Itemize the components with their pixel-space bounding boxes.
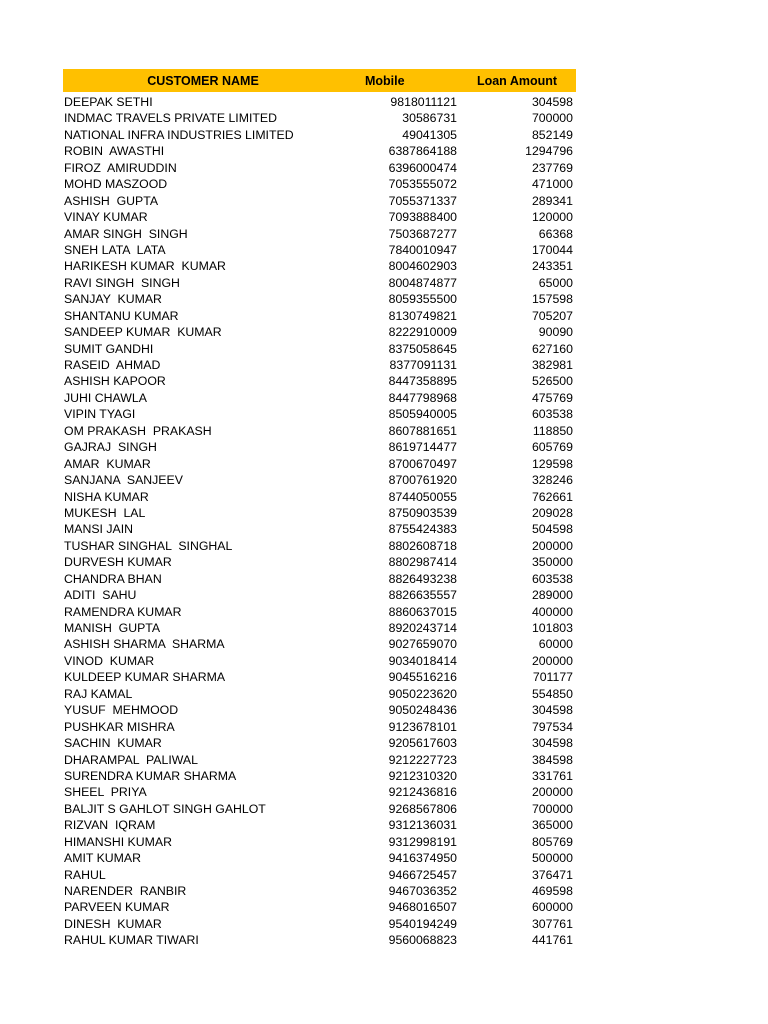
table-row xyxy=(63,176,576,192)
table-row xyxy=(63,373,576,389)
loan-amount-cell: 500000 xyxy=(531,851,573,866)
table-row xyxy=(63,291,576,307)
loan-amount-cell: 170044 xyxy=(531,242,573,257)
table-row xyxy=(63,423,576,439)
table-row xyxy=(63,817,576,833)
mobile-cell: 9205617603 xyxy=(388,736,457,751)
customer-name-cell: ADITI SAHU xyxy=(64,588,137,603)
loan-amount-cell: 129598 xyxy=(531,456,573,471)
table-body xyxy=(63,94,576,949)
customer-name-cell: RAVI SINGH SINGH xyxy=(64,275,180,290)
table-row xyxy=(63,324,576,340)
table-row xyxy=(63,538,576,554)
mobile-cell: 9027659070 xyxy=(388,637,457,652)
customer-name-cell: NISHA KUMAR xyxy=(64,489,149,504)
table-row xyxy=(63,899,576,915)
table-row xyxy=(63,390,576,406)
customer-loan-table xyxy=(63,69,576,949)
table-row xyxy=(63,636,576,652)
loan-amount-cell: 304598 xyxy=(531,95,573,109)
mobile-cell: 7055371337 xyxy=(388,193,457,208)
loan-amount-cell: 705207 xyxy=(531,308,573,323)
table-row xyxy=(63,110,576,126)
loan-amount-cell: 700000 xyxy=(531,111,573,126)
loan-amount-cell: 200000 xyxy=(531,538,573,553)
mobile-cell: 9050223620 xyxy=(388,686,457,701)
customer-name-cell: KULDEEP KUMAR SHARMA xyxy=(64,670,226,685)
table-row xyxy=(63,735,576,751)
customer-name-cell: RIZVAN IQRAM xyxy=(64,818,156,833)
mobile-cell: 9416374950 xyxy=(388,851,457,866)
loan-amount-cell: 700000 xyxy=(531,801,573,816)
customer-name-cell: VINAY KUMAR xyxy=(64,210,148,225)
header-mobile: Mobile xyxy=(365,73,405,88)
table-row xyxy=(63,94,576,110)
mobile-cell: 8860637015 xyxy=(388,604,457,619)
loan-amount-cell: 603538 xyxy=(531,407,573,422)
loan-amount-cell: 118850 xyxy=(532,423,573,438)
table-row xyxy=(63,932,576,948)
mobile-cell: 8920243714 xyxy=(388,621,457,635)
customer-name-cell: MOHD MASZOOD xyxy=(64,177,168,192)
loan-amount-cell: 289000 xyxy=(531,588,573,603)
customer-name-cell: RAJ KAMAL xyxy=(64,686,133,701)
table-row xyxy=(63,143,576,159)
customer-name-cell: VINOD KUMAR xyxy=(64,653,155,668)
loan-amount-cell: 1294796 xyxy=(525,144,573,159)
mobile-cell: 9212436816 xyxy=(388,785,457,800)
loan-amount-cell: 762661 xyxy=(531,489,573,504)
mobile-cell: 7093888400 xyxy=(388,210,457,225)
table-row xyxy=(63,604,576,620)
customer-name-cell: ROBIN AWASTHI xyxy=(64,144,165,159)
mobile-cell: 8222910009 xyxy=(388,325,457,340)
mobile-cell: 8130749821 xyxy=(388,308,457,323)
mobile-cell: 9268567806 xyxy=(388,801,457,816)
loan-amount-cell: 554850 xyxy=(531,686,573,701)
table-row xyxy=(63,883,576,899)
customer-name-cell: RAMENDRA KUMAR xyxy=(64,604,182,619)
mobile-cell: 6396000474 xyxy=(388,160,457,175)
loan-amount-cell: 600000 xyxy=(531,900,573,915)
loan-amount-cell: 400000 xyxy=(531,604,573,619)
loan-amount-cell: 304598 xyxy=(531,703,573,718)
loan-amount-cell: 66368 xyxy=(538,226,573,241)
customer-name-cell: DHARAMPAL PALIWAL xyxy=(64,752,198,767)
mobile-cell: 8700761920 xyxy=(388,473,457,488)
customer-name-cell: SACHIN KUMAR xyxy=(64,736,162,751)
mobile-cell: 8004602903 xyxy=(388,259,457,274)
mobile-cell: 8802987414 xyxy=(388,555,457,570)
customer-name-cell: VIPIN TYAGI xyxy=(64,407,136,422)
header-customer-name: CUSTOMER NAME xyxy=(147,73,259,88)
header-loan-amount: Loan Amount xyxy=(476,73,558,88)
loan-amount-cell: 331761 xyxy=(531,768,573,783)
customer-name-cell: DINESH KUMAR xyxy=(64,916,162,931)
mobile-cell: 8802608718 xyxy=(388,538,457,553)
mobile-cell: 9312136031 xyxy=(388,818,457,833)
mobile-cell: 7503687277 xyxy=(388,226,457,241)
table-row xyxy=(63,357,576,373)
customer-name-cell: ASHISH SHARMA SHARMA xyxy=(64,637,225,652)
customer-name-cell: INDMAC TRAVELS PRIVATE LIMITED xyxy=(64,111,277,126)
table-row xyxy=(63,193,576,209)
table-row xyxy=(63,242,576,258)
loan-amount-cell: 797534 xyxy=(531,719,573,734)
mobile-cell: 9212310320 xyxy=(388,768,457,783)
mobile-cell: 9466725457 xyxy=(388,867,457,882)
table-row xyxy=(63,669,576,685)
mobile-cell: 9212227723 xyxy=(388,752,457,767)
customer-name-cell: RASEID AHMAD xyxy=(64,358,161,372)
customer-name-cell: PARVEEN KUMAR xyxy=(64,900,170,915)
customer-name-cell: ASHISH GUPTA xyxy=(64,193,159,208)
customer-name-cell: HARIKESH KUMAR KUMAR xyxy=(64,259,226,274)
mobile-cell: 8607881651 xyxy=(388,423,457,438)
loan-amount-cell: 60000 xyxy=(538,637,573,652)
loan-amount-cell: 475769 xyxy=(531,390,573,405)
loan-amount-cell: 307761 xyxy=(531,916,573,931)
mobile-cell: 8447358895 xyxy=(388,374,457,389)
loan-amount-cell: 243351 xyxy=(531,259,573,274)
loan-amount-cell: 701177 xyxy=(532,670,573,685)
mobile-cell: 9050248436 xyxy=(388,703,457,718)
loan-amount-cell: 90090 xyxy=(538,325,573,340)
customer-name-cell: SANJAY KUMAR xyxy=(64,292,162,307)
customer-name-cell: NARENDER RANBIR xyxy=(64,884,187,898)
mobile-cell: 8505940005 xyxy=(388,407,457,422)
loan-amount-cell: 289341 xyxy=(531,193,573,208)
table-row xyxy=(63,341,576,357)
table-row xyxy=(63,834,576,850)
table-row xyxy=(63,226,576,242)
customer-name-cell: NATIONAL INFRA INDUSTRIES LIMITED xyxy=(64,127,294,142)
loan-amount-cell: 304598 xyxy=(531,736,573,751)
loan-amount-cell: 157598 xyxy=(531,292,573,307)
customer-name-cell: MANSI JAIN xyxy=(64,522,134,537)
loan-amount-cell: 526500 xyxy=(531,374,573,389)
mobile-cell: 8755424383 xyxy=(388,522,457,537)
loan-amount-cell: 627160 xyxy=(531,341,573,356)
loan-amount-cell: 605769 xyxy=(531,440,573,455)
customer-name-cell: RAHUL xyxy=(64,867,106,882)
mobile-cell: 8826493238 xyxy=(388,571,457,586)
table-row xyxy=(63,916,576,932)
mobile-cell: 9045516216 xyxy=(388,670,457,685)
table-row xyxy=(63,275,576,291)
table-row xyxy=(63,505,576,521)
loan-amount-cell: 209028 xyxy=(531,505,573,520)
customer-name-cell: OM PRAKASH PRAKASH xyxy=(64,423,212,438)
loan-amount-cell: 200000 xyxy=(531,653,573,668)
table-row xyxy=(63,571,576,587)
customer-name-cell: AMIT KUMAR xyxy=(64,851,141,866)
table-row xyxy=(63,209,576,225)
table-row xyxy=(63,801,576,817)
table-row xyxy=(63,587,576,603)
customer-name-cell: MUKESH LAL xyxy=(64,505,146,520)
customer-name-cell: BALJIT S GAHLOT SINGH GAHLOT xyxy=(64,801,266,816)
table-row xyxy=(63,160,576,176)
table-row xyxy=(63,752,576,768)
loan-amount-cell: 328246 xyxy=(531,473,573,488)
loan-amount-cell: 65000 xyxy=(538,275,573,290)
table-row xyxy=(63,554,576,570)
mobile-cell: 9312998191 xyxy=(388,834,457,849)
loan-amount-cell: 200000 xyxy=(531,785,573,800)
table-row xyxy=(63,127,576,143)
loan-amount-cell: 120000 xyxy=(531,210,573,225)
loan-amount-cell: 603538 xyxy=(531,571,573,586)
customer-name-cell: GAJRAJ SINGH xyxy=(64,440,157,455)
customer-name-cell: DURVESH KUMAR xyxy=(64,555,172,570)
table-row xyxy=(63,258,576,274)
customer-name-cell: AMAR SINGH SINGH xyxy=(64,226,188,241)
table-row xyxy=(63,439,576,455)
customer-name-cell: SANJANA SANJEEV xyxy=(64,473,183,488)
mobile-cell: 8375058645 xyxy=(388,341,457,356)
mobile-cell: 8744050055 xyxy=(388,489,457,504)
mobile-cell: 49041305 xyxy=(402,127,457,142)
mobile-cell: 8700670497 xyxy=(388,456,457,471)
table-row xyxy=(63,686,576,702)
mobile-cell: 8059355500 xyxy=(388,292,457,307)
loan-amount-cell: 805769 xyxy=(531,834,573,849)
customer-name-cell: CHANDRA BHAN xyxy=(64,571,162,586)
loan-amount-cell: 350000 xyxy=(531,555,573,570)
mobile-cell: 8004874877 xyxy=(388,275,457,290)
customer-name-cell: YUSUF MEHMOOD xyxy=(64,703,179,718)
loan-amount-cell: 101803 xyxy=(531,621,573,635)
table-row xyxy=(63,620,576,636)
loan-amount-cell: 471000 xyxy=(531,177,573,192)
mobile-cell: 9818011121 xyxy=(390,95,457,109)
mobile-cell: 7053555072 xyxy=(388,177,457,192)
mobile-cell: 8619714477 xyxy=(388,440,457,455)
loan-amount-cell: 441761 xyxy=(531,933,573,948)
table-row xyxy=(63,489,576,505)
mobile-cell: 8447798968 xyxy=(388,390,457,405)
mobile-cell: 8826635557 xyxy=(388,588,457,603)
loan-amount-cell: 365000 xyxy=(531,818,573,833)
customer-name-cell: SHANTANU KUMAR xyxy=(64,308,179,323)
mobile-cell: 9540194249 xyxy=(388,916,457,931)
customer-name-cell: SNEH LATA LATA xyxy=(64,242,166,257)
loan-amount-cell: 382981 xyxy=(531,358,573,372)
loan-amount-cell: 376471 xyxy=(531,867,573,882)
loan-amount-cell: 852149 xyxy=(531,127,573,142)
loan-amount-cell: 469598 xyxy=(531,884,573,898)
customer-name-cell: SUMIT GANDHI xyxy=(64,341,154,356)
customer-name-cell: FIROZ AMIRUDDIN xyxy=(64,160,177,175)
table-row xyxy=(63,521,576,537)
customer-name-cell: HIMANSHI KUMAR xyxy=(64,834,172,849)
customer-name-cell: DEEPAK SETHI xyxy=(64,95,153,109)
mobile-cell: 8750903539 xyxy=(388,505,457,520)
mobile-cell: 7840010947 xyxy=(388,242,457,257)
table-row xyxy=(63,456,576,472)
mobile-cell: 9468016507 xyxy=(388,900,457,915)
table-header xyxy=(63,69,576,92)
table-row xyxy=(63,719,576,735)
customer-name-cell: SURENDRA KUMAR SHARMA xyxy=(64,768,237,783)
mobile-cell: 9560068823 xyxy=(388,933,457,948)
table-row xyxy=(63,472,576,488)
table-row xyxy=(63,406,576,422)
table-row xyxy=(63,308,576,324)
customer-name-cell: AMAR KUMAR xyxy=(64,456,151,471)
table-row xyxy=(63,867,576,883)
customer-name-cell: SHEEL PRIYA xyxy=(64,785,147,800)
mobile-cell: 9034018414 xyxy=(388,653,457,668)
mobile-cell: 30586731 xyxy=(402,111,457,126)
customer-name-cell: ASHISH KAPOOR xyxy=(64,374,166,389)
loan-amount-cell: 504598 xyxy=(531,522,573,537)
customer-name-cell: TUSHAR SINGHAL SINGHAL xyxy=(64,538,233,553)
customer-name-cell: JUHI CHAWLA xyxy=(64,390,147,405)
loan-amount-cell: 384598 xyxy=(531,752,573,767)
table-row xyxy=(63,702,576,718)
mobile-cell: 9123678101 xyxy=(388,719,457,734)
loan-amount-cell: 237769 xyxy=(531,160,573,175)
customer-name-cell: PUSHKAR MISHRA xyxy=(64,719,175,734)
table-row xyxy=(63,653,576,669)
customer-name-cell: SANDEEP KUMAR KUMAR xyxy=(64,325,222,340)
mobile-cell: 8377091131 xyxy=(389,358,457,372)
customer-name-cell: MANISH GUPTA xyxy=(64,621,161,635)
table-row xyxy=(63,850,576,866)
table-row xyxy=(63,768,576,784)
table-row xyxy=(63,784,576,800)
mobile-cell: 6387864188 xyxy=(388,144,457,159)
mobile-cell: 9467036352 xyxy=(388,884,457,898)
customer-name-cell: RAHUL KUMAR TIWARI xyxy=(64,933,199,948)
